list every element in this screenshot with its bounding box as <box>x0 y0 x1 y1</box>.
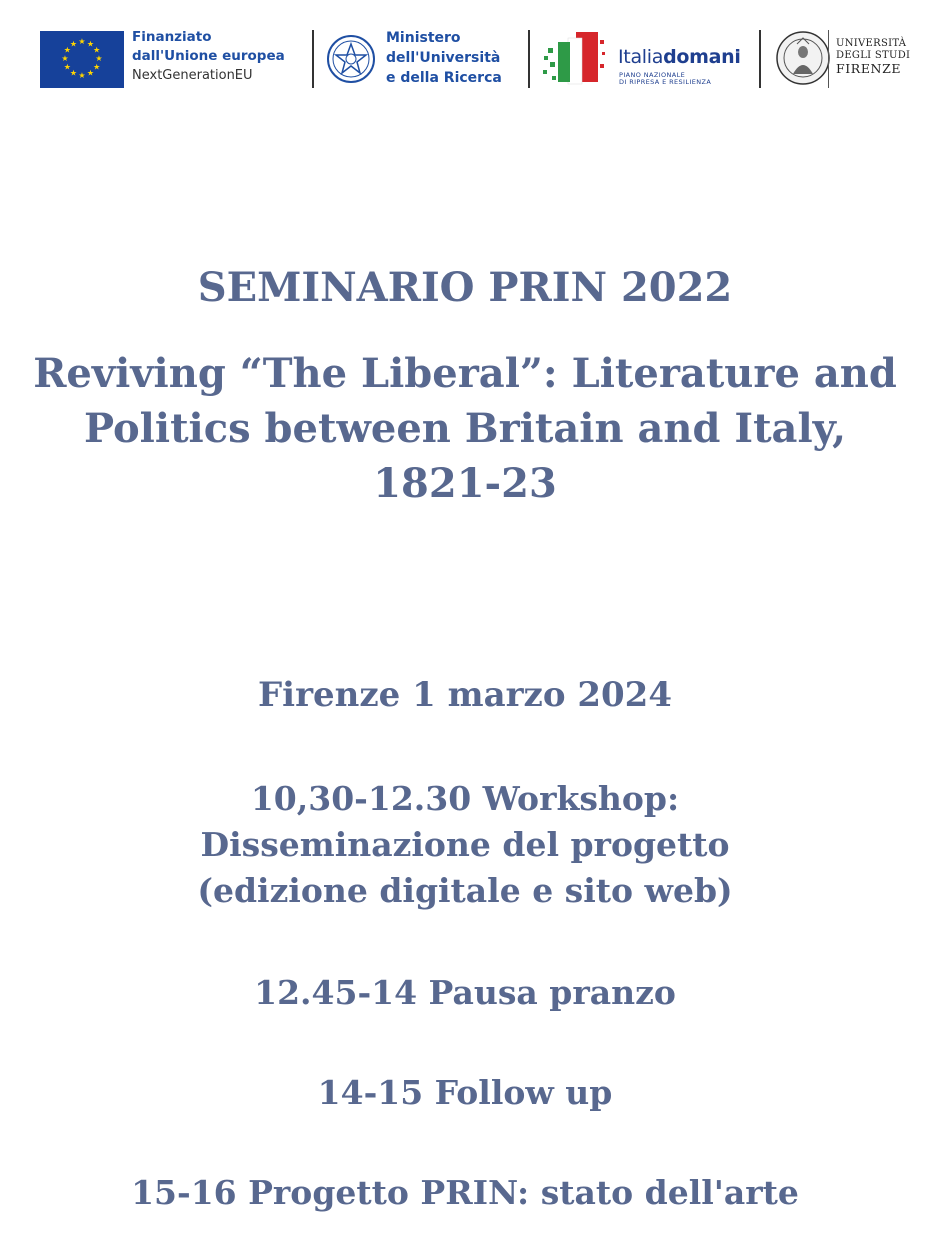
svg-text:★: ★ <box>63 62 71 72</box>
eu-line-3: NextGenerationEU <box>132 68 253 83</box>
program-item-follow-up <box>0 1070 930 1116</box>
program-item-line: (edizione digitale e sito web) <box>197 871 733 910</box>
funding-logo-bar <box>40 28 911 92</box>
svg-text:★: ★ <box>86 39 95 49</box>
program-item-line: 14-15 Follow up <box>317 1073 613 1112</box>
mur-line-3: e della Ricerca <box>386 70 502 86</box>
eu-text <box>132 28 285 85</box>
svg-text:★: ★ <box>86 68 95 78</box>
logo-divider <box>528 30 530 88</box>
title-line-2: Politics between Britain and Italy, <box>84 405 846 452</box>
logo-divider <box>759 30 761 88</box>
program-item-line: 10,30-12.30 Workshop: <box>250 779 680 818</box>
svg-text:★: ★ <box>95 54 103 63</box>
unifi-line-2: DEGLI STUDI <box>836 50 911 61</box>
unifi-line-1: UNIVERSITÀ <box>836 38 907 49</box>
italiadomani-word-bold: domani <box>663 46 741 68</box>
italiadomani-subtitle <box>619 72 711 86</box>
program-item-workshop <box>0 776 930 914</box>
svg-text:★: ★ <box>93 45 101 55</box>
eu-logo <box>40 28 310 92</box>
svg-text:★: ★ <box>78 71 86 80</box>
svg-text:★: ★ <box>93 62 101 72</box>
logo-divider <box>828 30 829 88</box>
mur-text <box>386 28 502 88</box>
italian-republic-emblem-icon <box>326 30 376 88</box>
italiadomani-word-light: Italia <box>618 46 664 68</box>
program-item-line: Disseminazione del progetto <box>200 825 730 864</box>
university-seal-icon <box>775 30 831 86</box>
eu-flag-icon <box>40 31 124 88</box>
italiadomani-wordmark <box>618 46 741 68</box>
eu-line-2: dall'Unione europea <box>132 48 285 64</box>
seminar-heading: SEMINARIO PRIN 2022 <box>197 264 733 311</box>
mur-line-2: dell'Università <box>386 50 501 66</box>
italiadomani-mark-icon <box>540 30 610 90</box>
italiadomani-sub-1: PIANO NAZIONALE <box>619 71 686 79</box>
mur-line-1: Ministero <box>386 30 461 46</box>
title-line-3: 1821-23 <box>373 460 557 507</box>
program-item-line: 15-16 Progetto PRIN: stato dell'arte <box>131 1173 799 1212</box>
unifi-line-3: FIRENZE <box>836 61 902 76</box>
svg-text:★: ★ <box>78 37 86 46</box>
unifi-text <box>836 38 910 76</box>
italiadomani-sub-2: DI RIPRESA E RESILIENZA <box>619 78 712 86</box>
program-item-lunch <box>0 970 930 1016</box>
seminar-title <box>0 346 930 511</box>
svg-text:★: ★ <box>69 68 78 78</box>
event-date: Firenze 1 marzo 2024 <box>258 675 672 715</box>
program-item-state-of-art <box>0 1170 930 1216</box>
svg-text:★: ★ <box>69 39 78 49</box>
eu-line-1: Finanziato <box>132 29 212 45</box>
svg-text:★: ★ <box>61 54 69 63</box>
program-item-line: 12.45-14 Pausa pranzo <box>254 973 676 1012</box>
svg-text:★: ★ <box>63 45 71 55</box>
logo-divider <box>312 30 314 88</box>
title-line-1: Reviving “The Liberal”: Literature and <box>33 350 897 397</box>
